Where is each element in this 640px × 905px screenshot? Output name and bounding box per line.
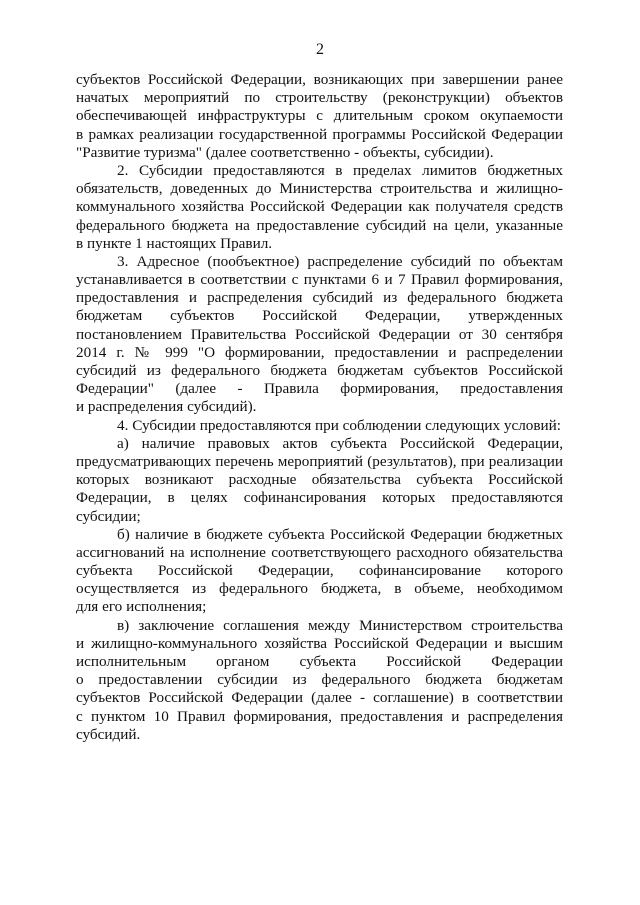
text-line: в) заключение соглашения между Министерством строительства — [117, 616, 563, 634]
text-line: в рамках реализации государственной программы Российской Федерации — [76, 125, 563, 143]
text-line: Федерации, в целях софинансирования которых предоставляются — [76, 489, 563, 507]
text-line: постановлением Правительства Российской Федерации от 30 сентября — [76, 325, 563, 343]
text-line: федерального бюджета на предоставление субсидий на цели, указанные — [76, 216, 563, 234]
text-line: для его исполнения; — [76, 598, 207, 616]
text-line: а) наличие правовых актов субъекта Российской Федерации, — [117, 434, 563, 452]
text-line: ассигнований на исполнение соответствующего расходного обязательства — [76, 543, 563, 561]
text-line: 2. Субсидии предоставляются в пределах лимитов бюджетных — [117, 161, 563, 179]
text-line: бюджетам субъектов Российской Федерации, утвержденных — [76, 307, 563, 325]
text-line: субъектов Российской Федерации, возникающих при завершении ранее — [76, 71, 563, 88]
text-line: коммунального хозяйства Российской Федерации как получателя средств — [76, 198, 563, 216]
text-line: 2014 г. № 999 "О формировании, предоставлении и распределении — [76, 343, 563, 361]
text-line: с пунктом 10 Правил формирования, предоставления и распределения — [76, 707, 563, 725]
document-body — [76, 71, 563, 744]
text-line: субсидий из федерального бюджета бюджетам субъектов Российской — [76, 362, 563, 379]
text-line: предусматривающих перечень мероприятий (результатов), при реализации — [76, 452, 563, 470]
text-line: обеспечивающей инфраструктуры с длительным сроком окупаемости — [76, 107, 563, 125]
text-line: предоставления и распределения субсидий из федерального бюджета — [76, 289, 563, 307]
text-line: 3. Адресное (пообъектное) распределение субсидий по объектам — [117, 252, 563, 270]
text-line: субъекта Российской Федерации, софинансирование которого — [76, 562, 563, 580]
text-line: и распределения субсидий). — [76, 398, 257, 416]
text-line: о предоставлении субсидии из федерального бюджета бюджетам — [76, 671, 563, 689]
text-line: исполнительным органом субъекта Российской Федерации — [76, 653, 563, 670]
text-line: обязательств, доведенных до Министерства строительства и жилищно- — [76, 180, 563, 198]
text-line: устанавливается в соответствии с пунктами 6 и 7 Правил формирования, — [76, 271, 563, 289]
text-line: б) наличие в бюджете субъекта Российской Федерации бюджетных — [117, 525, 563, 543]
text-line: субъектов Российской Федерации (далее - соглашение) в соответствии — [76, 689, 563, 707]
text-line: осуществляется из федерального бюджета, в объеме, необходимом — [76, 580, 563, 598]
text-line: и жилищно-коммунального хозяйства Российской Федерации и высшим — [76, 634, 563, 652]
text-line: "Развитие туризма" (далее соответственно - объекты, субсидии). — [76, 143, 494, 161]
text-line: которых возникают расходные обязательства субъекта Российской — [76, 471, 563, 489]
text-line: субсидий. — [76, 725, 141, 743]
text-line: Федерации" (далее - Правила формирования, предоставления — [76, 380, 563, 398]
text-line: субсидии; — [76, 507, 141, 525]
page-number: 2 — [316, 41, 324, 58]
text-line: в пункте 1 настоящих Правил. — [76, 234, 273, 252]
text-line: начатых мероприятий по строительству (реконструкции) объектов — [76, 89, 563, 107]
text-line: 4. Субсидии предоставляются при соблюдении следующих условий: — [117, 416, 562, 434]
